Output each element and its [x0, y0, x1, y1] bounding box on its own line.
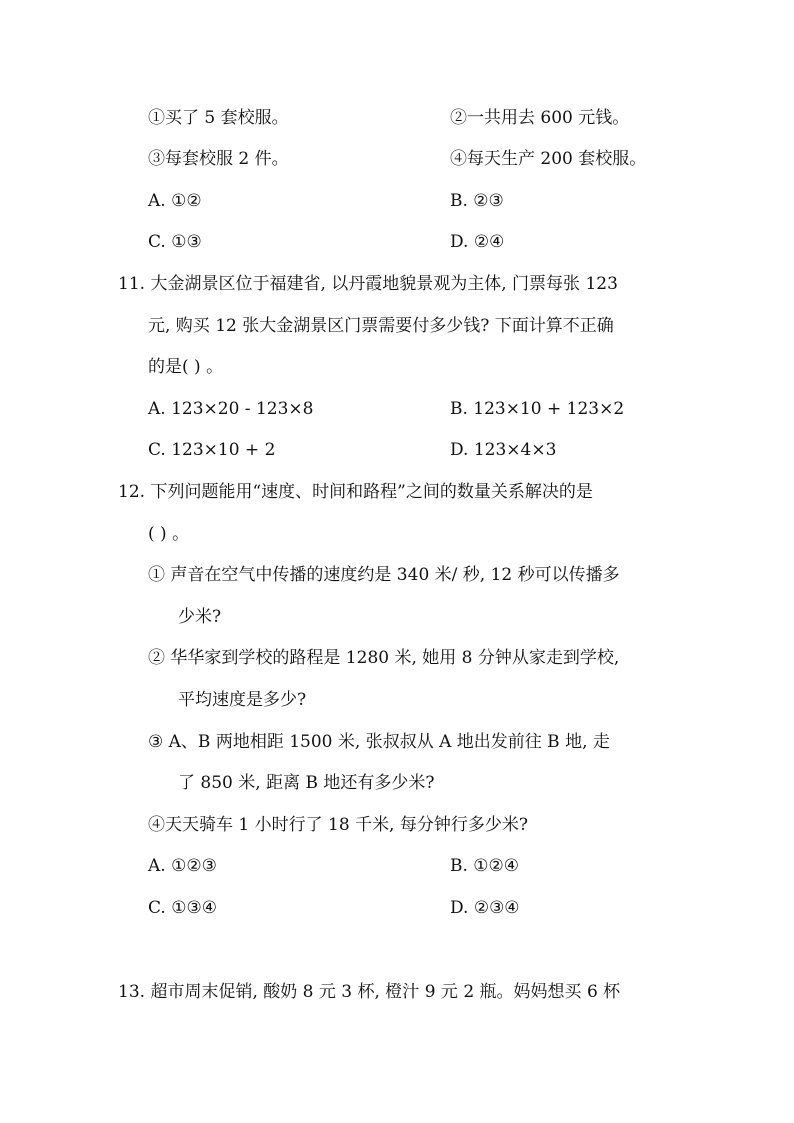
- q10-statement-2: ②一共用去 600 元钱。: [450, 108, 630, 128]
- q12-stem-text-2: ( ) 。: [148, 524, 190, 544]
- q12-item-4-text: ④天天骑车 1 小时行了 18 千米, 每分钟行多少米?: [148, 815, 528, 835]
- q13-stem-text-1: 13. 超市周末促销, 酸奶 8 元 3 杯, 橙汁 9 元 2 瓶。妈妈想买 6 杯: [118, 982, 621, 1002]
- q12-item-2-text-1: ② 华华家到学校的路程是 1280 米, 她用 8 分钟从家走到学校,: [148, 648, 620, 668]
- q10-option-c: C. ①③: [148, 232, 202, 252]
- q12-item-3-text-2: 了 850 米, 距离 B 地还有多少米?: [178, 773, 435, 793]
- q12-option-d: D. ②③④: [450, 898, 520, 918]
- q12-option-b: B. ①②④: [450, 856, 520, 876]
- q10-statement-4: ④每天生产 200 套校服。: [450, 149, 647, 169]
- q12-stem-text-1: 12. 下列问题能用“速度、时间和路程”之间的数量关系解决的是: [118, 482, 593, 502]
- q11-option-d: D. 123×4×3: [450, 440, 557, 460]
- q11-stem-text-1: 11. 大金湖景区位于福建省, 以丹霞地貌景观为主体, 门票每张 123: [118, 274, 618, 294]
- q10-option-a: A. ①②: [148, 191, 202, 211]
- q11-stem-text-3: 的是( ) 。: [148, 357, 224, 377]
- q11-option-b: B. 123×10 + 123×2: [450, 399, 625, 419]
- q11-option-c: C. 123×10 + 2: [148, 440, 276, 460]
- q12-item-2-text-2: 平均速度是多少?: [178, 690, 307, 710]
- q12-item-1-text-2: 少米?: [178, 607, 222, 627]
- q12-option-c: C. ①③④: [148, 898, 217, 918]
- q11-stem-text-2: 元, 购买 12 张大金湖景区门票需要付多少钱? 下面计算不正确: [148, 316, 614, 336]
- q10-statement-3: ③每套校服 2 件。: [148, 149, 289, 169]
- q10-option-d: D. ②④: [450, 232, 505, 252]
- q10-statement-1: ①买了 5 套校服。: [148, 108, 289, 128]
- q12-item-1-text-1: ① 声音在空气中传播的速度约是 340 米/ 秒, 12 秒可以传播多: [148, 565, 620, 585]
- q10-option-b: B. ②③: [450, 191, 504, 211]
- q12-item-3-text-1: ③ A、B 两地相距 1500 米, 张叔叔从 A 地出发前往 B 地, 走: [148, 732, 610, 752]
- q12-option-a: A. ①②③: [148, 856, 217, 876]
- q11-option-a: A. 123×20 - 123×8: [148, 399, 314, 419]
